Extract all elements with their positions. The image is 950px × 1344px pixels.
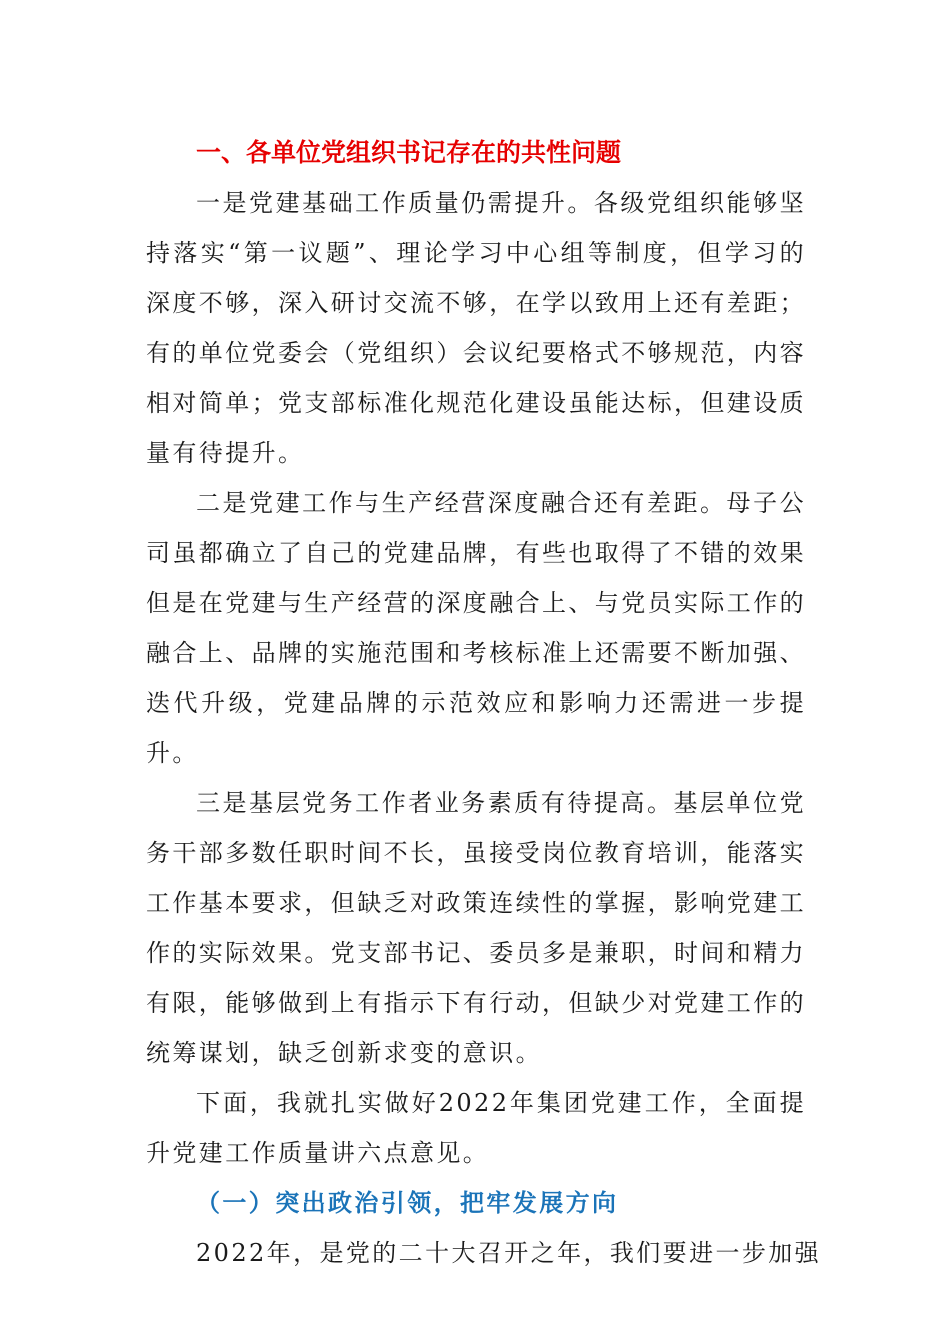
section-heading: 一、各单位党组织书记存在的共性问题 [196,138,622,167]
paragraph-2022-congress: 2022年，是党的二十大召开之年，我们要进一步加强 [196,1239,822,1267]
paragraph-grassroots-quality: 三是基层党务工作者业务素质有待提高。基层单位党务干部多数任职时间不长，虽接受岗位教育培训，能落实工作基本要求，但缺乏对政策连续性的掌握，影响党建工作的实际效果。党支部书记、委员多是兼职，时间和精力有限，能够做到上有指示下有行动，但缺少对党建工作的统筹谋划，缺乏创新求变的意识。 [146,789,806,1067]
paragraph-integration-gap: 二是党建工作与生产经营深度融合还有差距。母子公司虽都确立了自己的党建品牌，有些也取得了不错的效果但是在党建与生产经营的深度融合上、与党员实际工作的融合上、品牌的实施范围和考核标准上还需要不断加强、迭代升级，党建品牌的示范效应和影响力还需进一步提升。 [146,489,806,767]
subheading-political-leadership: （一）突出政治引领，把牢发展方向 [196,1188,619,1217]
document-body [146,128,822,1278]
paragraph-party-building-basics: 一是党建基础工作质量仍需提升。各级党组织能够坚持落实“第一议题”、理论学习中心组等制度，但学习的深度不够，深入研讨交流不够，在学以致用上还有差距；有的单位党委会（党组织）会议纪要格式不够规范，内容相对简单；党支部标准化规范化建设虽能达标，但建设质量有待提升。 [146,189,806,467]
paragraph-six-opinions-intro: 下面，我就扎实做好2022年集团党建工作，全面提升党建工作质量讲六点意见。 [146,1089,806,1167]
